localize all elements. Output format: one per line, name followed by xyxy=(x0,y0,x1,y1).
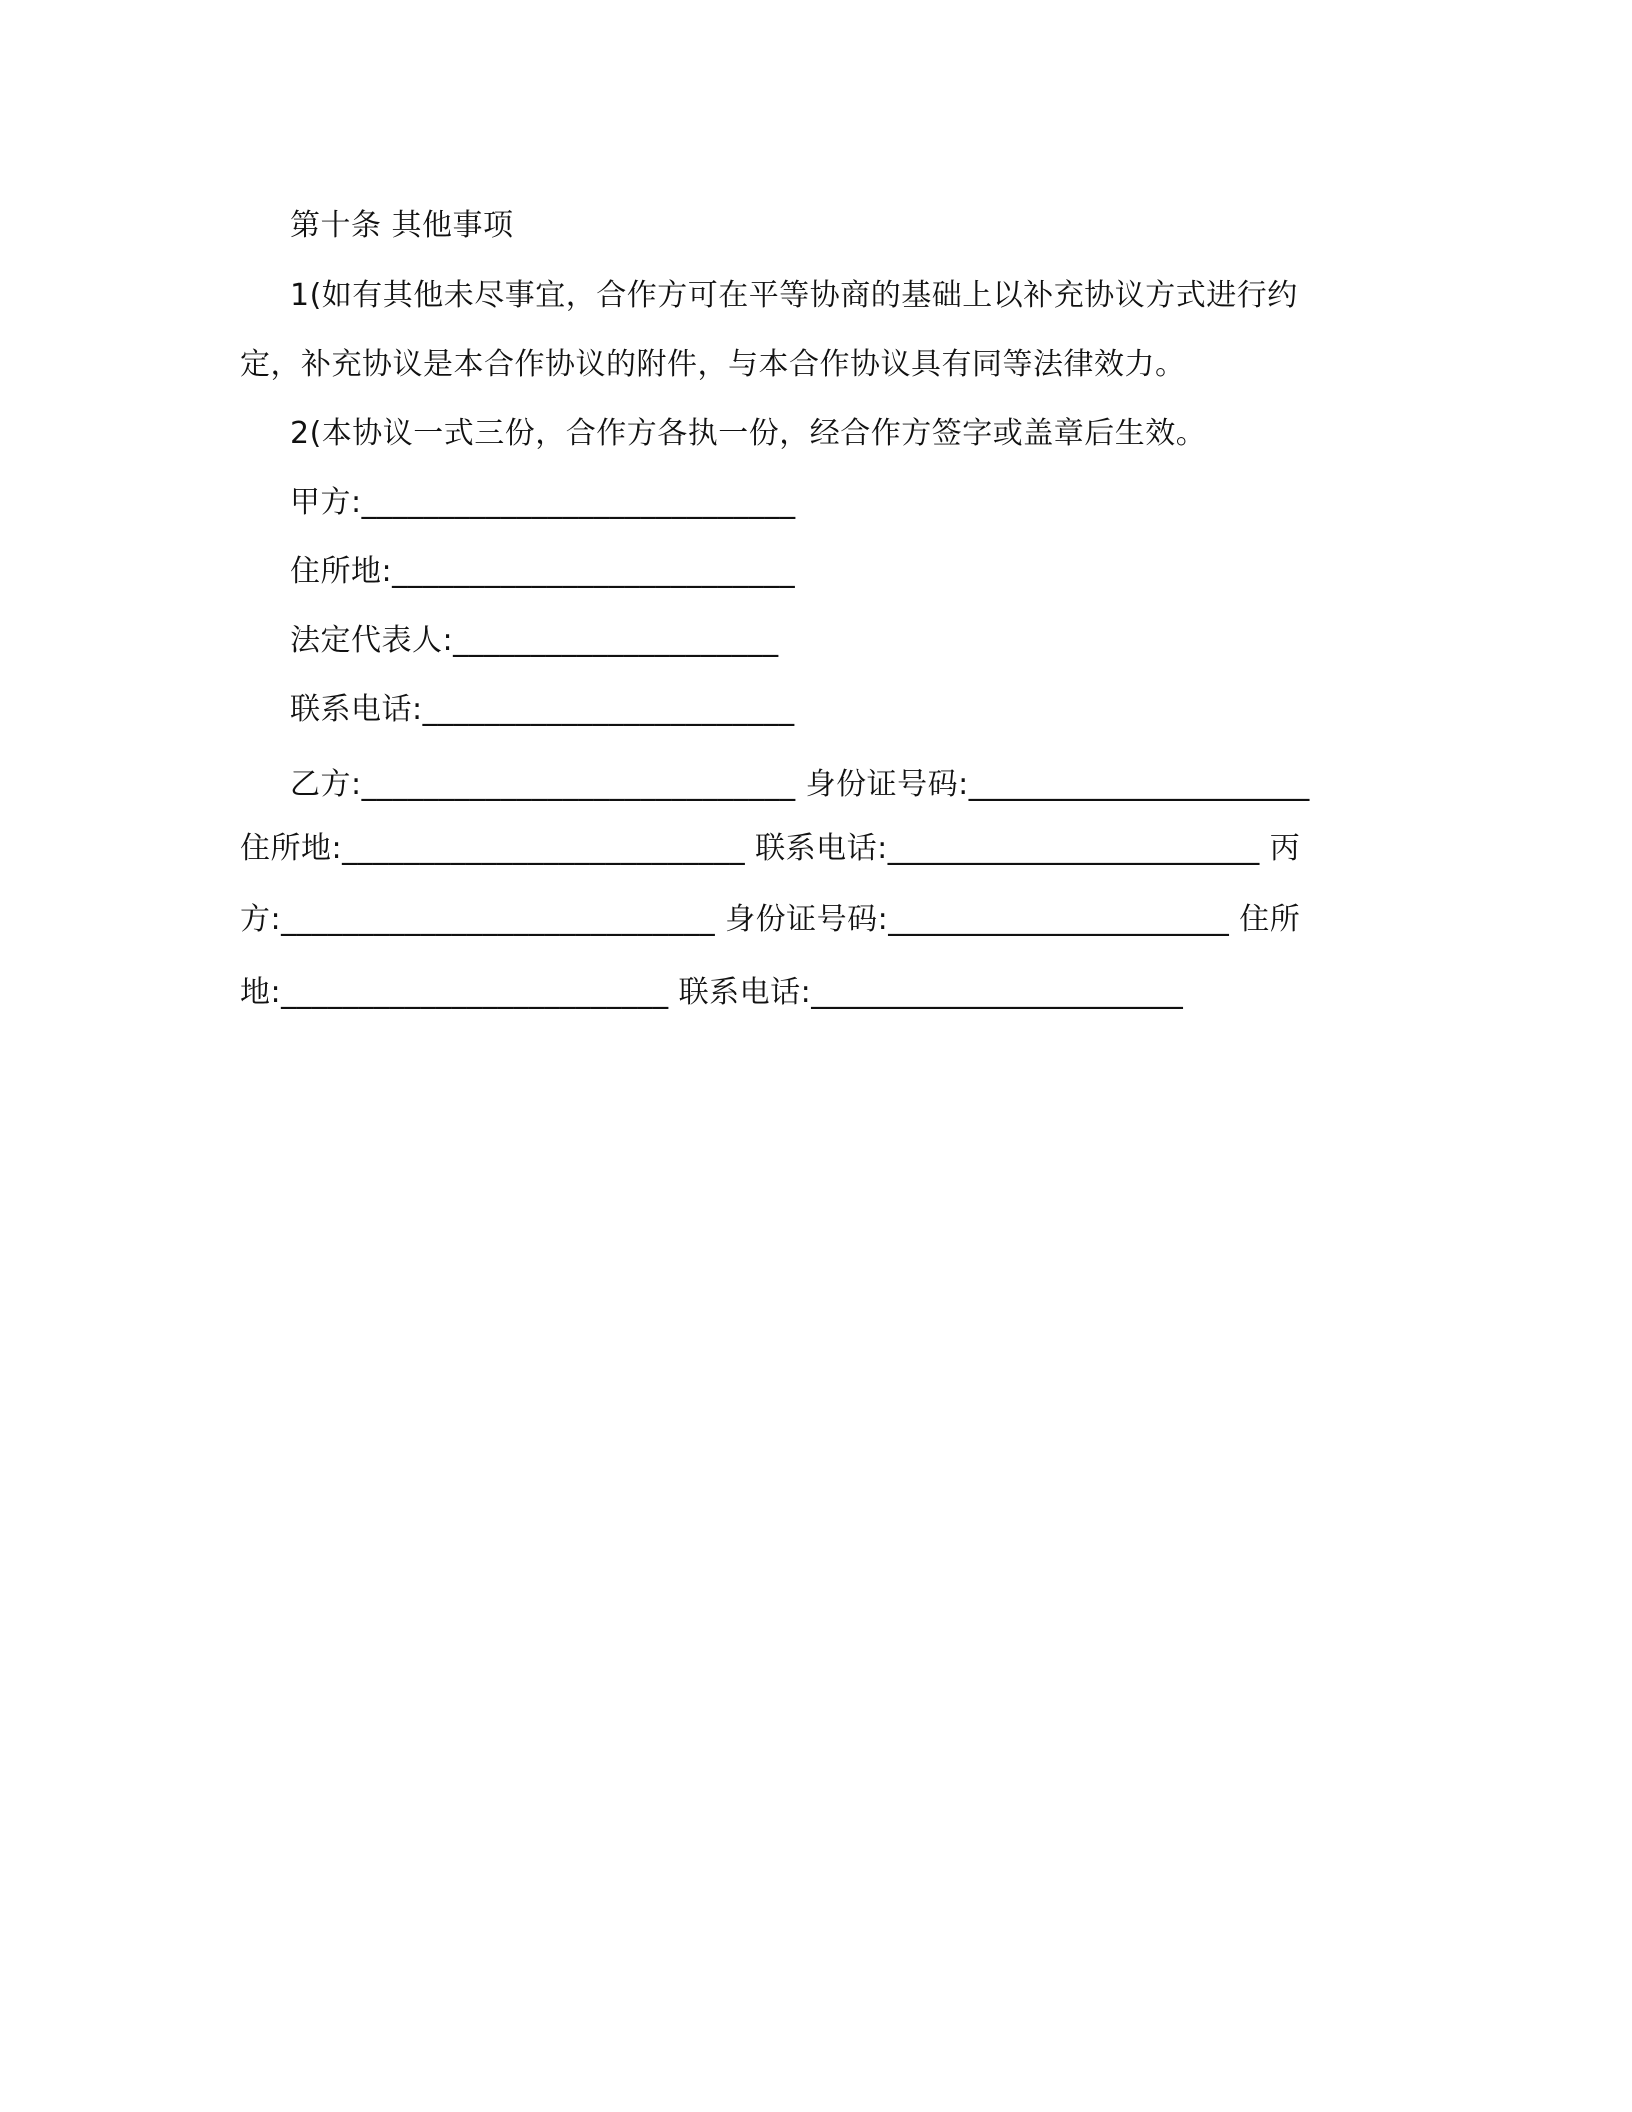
party-b-address-phone-line: 住所地:__________________________ 联系电话:________________________ 丙 xyxy=(240,831,1301,866)
party-a-name-field: 甲方:____________________________ xyxy=(290,485,796,520)
party-a-representative-field: 法定代表人:_____________________ xyxy=(290,623,779,658)
party-c-name-id-line: 方:____________________________ 身份证号码:______________________ 住所 xyxy=(240,902,1301,937)
party-b-name-id-line: 乙方:____________________________ 身份证号码:______________________ xyxy=(290,767,1310,802)
clause-1-line-2: 定，补充协议是本合作协议的附件，与本合作协议具有同等法律效力。 xyxy=(240,347,1186,382)
section-heading: 第十条 其他事项 xyxy=(290,208,514,243)
clause-1-line-1: 1(如有其他未尽事宜，合作方可在平等协商的基础上以补充协议方式进行约 xyxy=(290,278,1298,313)
party-a-phone-field: 联系电话:________________________ xyxy=(290,692,795,727)
clause-2: 2(本协议一式三份，合作方各执一份，经合作方签字或盖章后生效。 xyxy=(290,416,1207,451)
party-a-address-field: 住所地:__________________________ xyxy=(290,554,796,589)
party-c-address-phone-line: 地:_________________________ 联系电话:________________________ xyxy=(240,975,1184,1010)
